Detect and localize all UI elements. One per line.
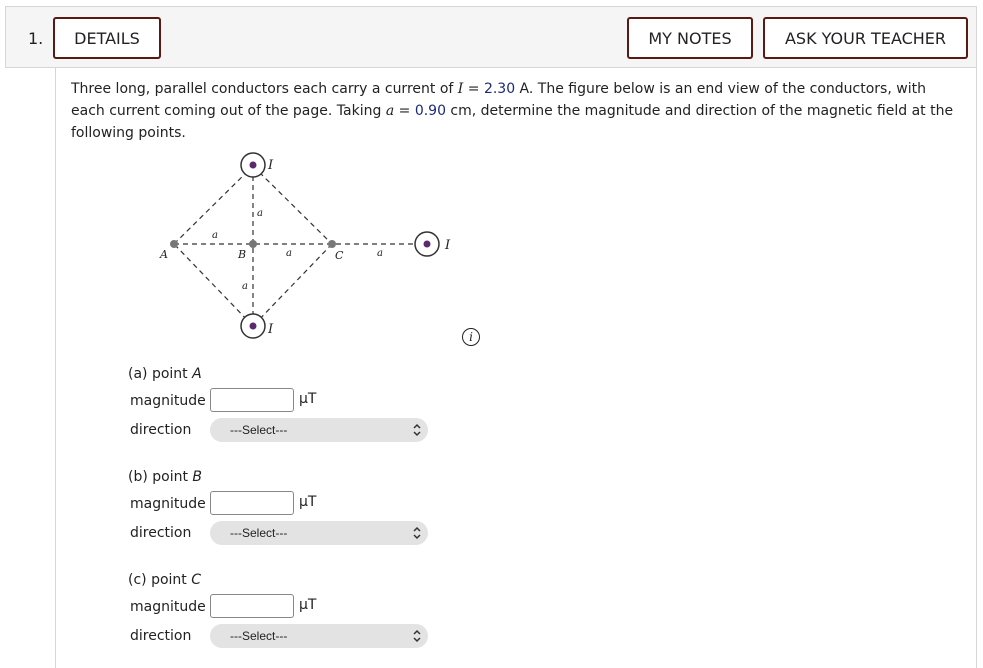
details-button[interactable]: DETAILS: [53, 17, 161, 59]
part-c-prefix: (c) point: [128, 572, 192, 588]
part-a-label: [128, 366, 202, 382]
point-b-dot: [249, 240, 257, 248]
part-b-prefix: (b) point: [128, 469, 193, 485]
current-symbol: I: [457, 81, 464, 97]
ask-your-teacher-button[interactable]: ASK YOUR TEACHER: [763, 17, 968, 59]
part-c-direction-value: ---Select---: [230, 629, 288, 643]
current-value: 2.30: [483, 81, 516, 97]
select-arrows-icon: [412, 422, 422, 438]
part-c-direction-select[interactable]: [210, 624, 428, 648]
label-current-top: I: [268, 158, 274, 173]
info-icon[interactable]: i: [462, 328, 480, 346]
conductor-top: [241, 153, 265, 177]
diamond-edge: [253, 244, 332, 326]
part-b-label: [128, 469, 202, 485]
select-arrows-icon: [412, 628, 422, 644]
point-c-dot: [328, 240, 336, 248]
label-a-right: a: [377, 248, 383, 259]
part-a-prefix: (a) point: [128, 366, 193, 382]
diamond-edge: [253, 166, 332, 244]
part-a-unit: μT: [299, 391, 317, 407]
part-a-direction-select[interactable]: [210, 418, 428, 442]
point-a-dot: [170, 240, 178, 248]
conductor-right: [415, 232, 439, 256]
conductor-figure: [150, 146, 470, 346]
label-a-down: a: [242, 281, 248, 292]
problem-text: Three long, parallel conductors each carry a current of: [71, 81, 458, 97]
part-a-magnitude-input[interactable]: [210, 388, 294, 412]
question-number: 1.: [28, 29, 44, 48]
label-current-bottom: I: [268, 322, 274, 337]
part-b-unit: μT: [299, 494, 317, 510]
label-a-left: a: [212, 230, 218, 241]
question-header: [5, 6, 977, 68]
label-current-right: I: [445, 238, 451, 253]
part-b-direction-select[interactable]: [210, 521, 428, 545]
label-point-b: B: [238, 248, 247, 261]
part-c-magnitude-label: magnitude: [130, 599, 206, 615]
a-symbol: a: [385, 103, 395, 119]
part-a-point: A: [192, 366, 202, 382]
label-point-c: C: [335, 249, 344, 262]
part-c-point: C: [191, 572, 202, 588]
select-arrows-icon: [412, 525, 422, 541]
my-notes-button[interactable]: MY NOTES: [627, 17, 753, 59]
part-c-label: [128, 572, 201, 588]
part-c-direction-label: direction: [130, 628, 192, 644]
part-b-point: B: [192, 469, 203, 485]
a-value: 0.90: [414, 103, 446, 119]
part-c-magnitude-input[interactable]: [210, 594, 294, 618]
part-b-direction-value: ---Select---: [230, 526, 288, 540]
part-b-magnitude-input[interactable]: [210, 491, 294, 515]
part-a-direction-value: ---Select---: [230, 423, 288, 437]
label-a-mid: a: [286, 248, 292, 259]
part-a-magnitude-label: magnitude: [130, 393, 206, 409]
label-point-a: A: [160, 248, 168, 261]
problem-text: =: [394, 103, 415, 119]
conductor-bottom: [241, 314, 265, 338]
problem-text: A. The figure below is an end view of the conductors, with each current coming out of the page. Taking: [71, 81, 926, 119]
problem-text: =: [463, 81, 484, 97]
part-b-direction-label: direction: [130, 525, 192, 541]
part-a-direction-label: direction: [130, 422, 192, 438]
part-c-unit: μT: [299, 597, 317, 613]
part-b-magnitude-label: magnitude: [130, 496, 206, 512]
problem-statement: [71, 78, 961, 144]
problem-text: cm, determine the magnitude and direction of the magnetic field at the following points.: [71, 103, 954, 141]
label-a-up: a: [257, 208, 263, 219]
